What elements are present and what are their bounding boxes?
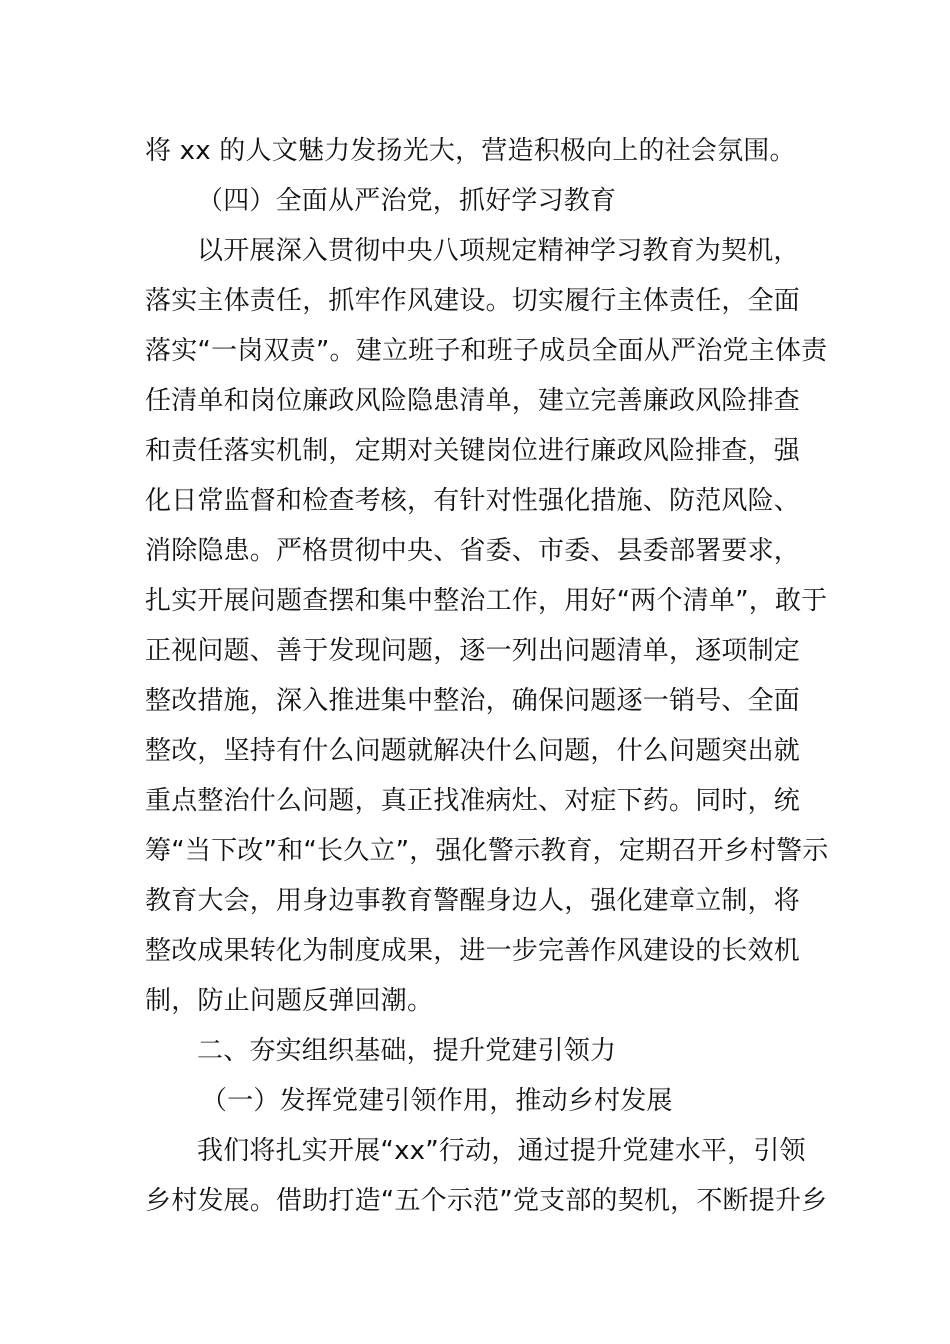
section-heading: （四）全面从严治党，抓好学习教育 [197, 186, 617, 216]
paragraph-line: 我们将扎实开展“xx”行动，通过提升党建水平，引领 [197, 1136, 806, 1166]
paragraph-line: 筹“当下改”和“长久立”，强化警示教育，定期召开乡村警示 [145, 836, 829, 866]
paragraph-line: 和责任落实机制，定期对关键岗位进行廉政风险排查，强 [145, 436, 801, 466]
paragraph-line: 任清单和岗位廉政风险隐患清单，建立完善廉政风险排查 [145, 386, 801, 416]
paragraph-line: 化日常监督和检查考核，有针对性强化措施、防范风险、 [145, 486, 801, 516]
paragraph-line: 整改，坚持有什么问题就解决什么问题，什么问题突出就 [145, 736, 801, 766]
paragraph-line: 落实“一岗双责”。建立班子和班子成员全面从严治党主体责 [145, 336, 828, 366]
paragraph-line: 重点整治什么问题，真正找准病灶、对症下药。同时，统 [145, 786, 801, 816]
paragraph-line: 消除隐患。严格贯彻中央、省委、市委、县委部署要求， [145, 536, 801, 566]
paragraph-line: 整改成果转化为制度成果，进一步完善作风建设的长效机 [145, 936, 801, 966]
section-heading: （一）发挥党建引领作用，推动乡村发展 [201, 1086, 673, 1116]
paragraph-line: 正视问题、善于发现问题，逐一列出问题清单，逐项制定 [145, 636, 801, 666]
paragraph-line: 乡村发展。借助打造“五个示范”党支部的契机，不断提升乡 [145, 1186, 828, 1216]
paragraph-line: 扎实开展问题查摆和集中整治工作，用好“两个清单”，敢于 [145, 586, 828, 616]
paragraph-line: 以开展深入贯彻中央八项规定精神学习教育为契机， [197, 236, 800, 266]
paragraph-line: 将 xx 的人文魅力发扬光大，营造积极向上的社会氛围。 [145, 136, 796, 166]
paragraph-line: 整改措施，深入推进集中整治，确保问题逐一销号、全面 [145, 686, 801, 716]
paragraph-line: 教育大会，用身边事教育警醒身边人，强化建章立制，将 [145, 886, 801, 916]
chapter-heading: 二、夯实组织基础，提升党建引领力 [197, 1036, 617, 1066]
paragraph-line: 制，防止问题反弹回潮。 [145, 986, 434, 1016]
paragraph-line: 落实主体责任，抓牢作风建设。切实履行主体责任，全面 [145, 286, 801, 316]
